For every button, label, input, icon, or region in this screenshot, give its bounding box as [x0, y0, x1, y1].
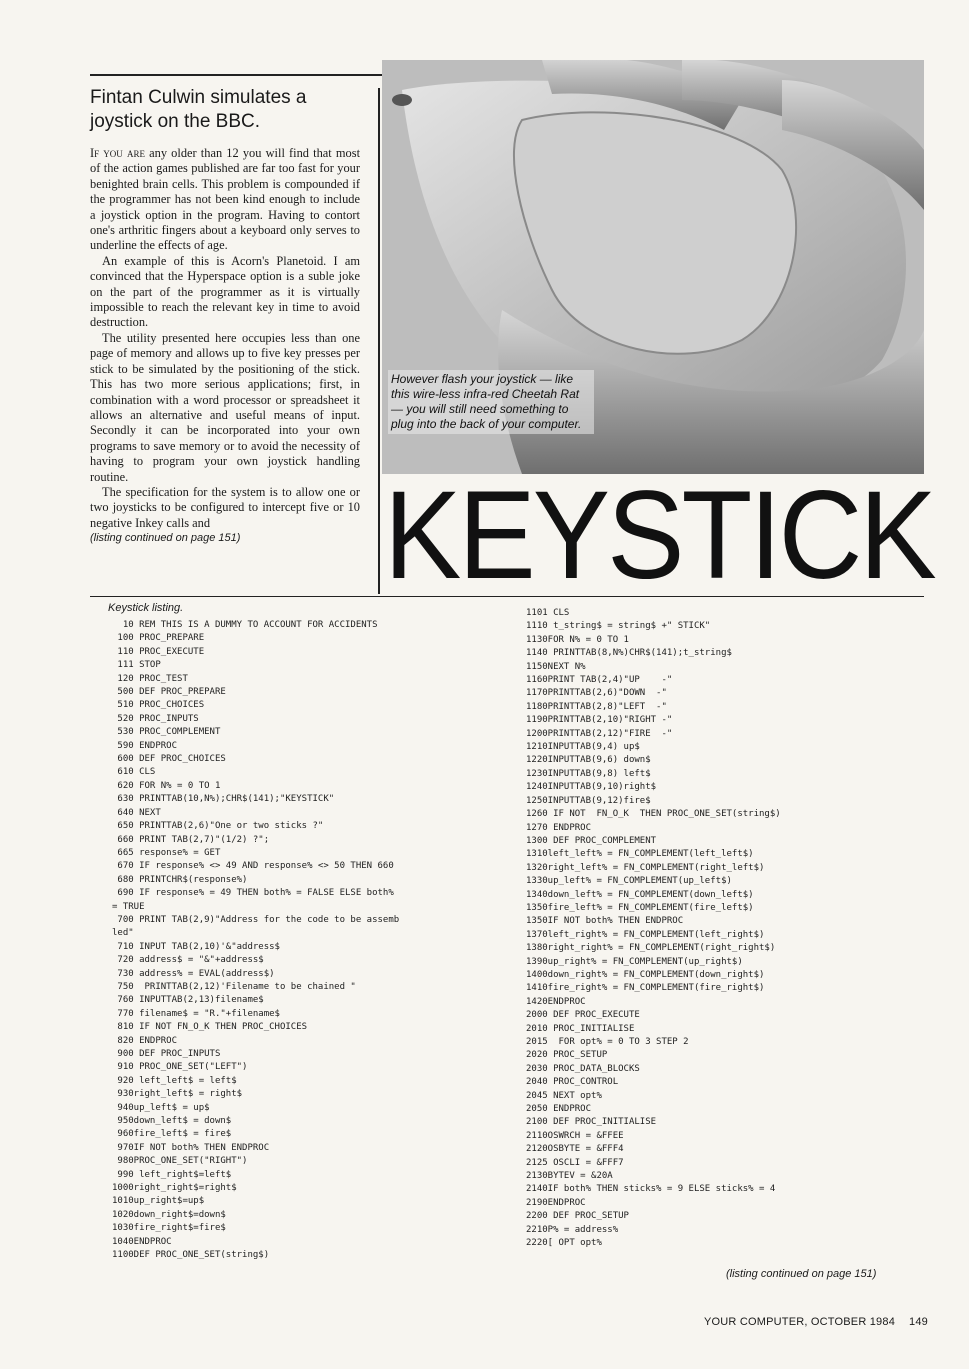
photo-caption: However flash your joystick — like this wire-less infra-red Cheetah Rat — you will still need something to plug into the back of your computer.	[388, 370, 594, 434]
code-line: 2000 DEF PROC_EXECUTE	[526, 1010, 640, 1021]
code-line: 630 PRINTTAB(10,N%);CHR$(141);"KEYSTICK"	[112, 794, 335, 805]
code-line: 2110OSWRCH = &FFEE	[526, 1130, 624, 1141]
code-line: 2010 PROC_INITIALISE	[526, 1023, 635, 1034]
code-line: 2050 ENDPROC	[526, 1104, 592, 1115]
code-listing-left	[112, 619, 512, 1263]
intro-paragraph-2: An example of this is Acorn's Planetoid. I am convinced that the Hyperspace option is a suble joke on the part of the programmer as it is virtually impossible to reach the relevant key in time to avoid destruction.	[90, 253, 360, 330]
code-line: 1210INPUTTAB(9,4) up$	[526, 742, 640, 753]
code-line: 1200PRINTTAB(2,12)"FIRE -"	[526, 728, 673, 739]
intro-paragraph-4: The specification for the system is to allow one or two joysticks to be configured to intercept five or 10 negative Inkey calls and	[90, 484, 360, 530]
intro-paragraph-3: The utility presented here occupies less than one page of memory and allows up to five key presses per stick to be simulated by the positioning of the stick. This has two more serious applications; first, in combination with a word processor or spreadsheet it allows an alternative and useful means of input. Secondly it can be incorporated into your own programs to save memory or to avoid the necessity of having to program your own joystick handling routine.	[90, 330, 360, 484]
code-line: 10 REM THIS IS A DUMMY TO ACCOUNT FOR ACCIDENTS	[112, 620, 378, 630]
code-line: 1330up_left% = FN_COMPLEMENT(up_left$)	[526, 876, 732, 887]
code-line: 110 PROC_EXECUTE	[112, 646, 205, 657]
code-line: 1110 t_string$ = string$ +" STICK"	[526, 621, 711, 632]
code-line: 1220INPUTTAB(9,6) down$	[526, 755, 651, 766]
code-line: 700 PRINT TAB(2,9)"Address for the code to be assemb	[112, 914, 400, 925]
code-listing-right	[526, 607, 926, 1251]
code-line: 100 PROC_PREPARE	[112, 633, 205, 644]
code-line: 2015 FOR opt% = 0 TO 3 STEP 2	[526, 1037, 689, 1047]
intro-lead: If you are	[90, 146, 145, 160]
code-line: 1100DEF PROC_ONE_SET(string$)	[112, 1250, 270, 1261]
code-line: 1390up_right% = FN_COMPLEMENT(up_right$)	[526, 956, 743, 967]
listing-continued-note: (listing continued on page 151)	[726, 1268, 877, 1280]
code-line: 1270 ENDPROC	[526, 822, 592, 833]
code-line: 770 filename$ = "R."+filename$	[112, 1008, 280, 1019]
code-line: 1250INPUTTAB(9,12)fire$	[526, 795, 651, 806]
code-line: 1010up_right$=up$	[112, 1196, 205, 1207]
code-line: 990 left_right$=left$	[112, 1169, 232, 1180]
code-line: 2220[ OPT opt%	[526, 1238, 602, 1249]
code-line: = TRUE	[112, 901, 145, 912]
code-line: 1020down_right$=down$	[112, 1209, 226, 1220]
code-line: 640 NEXT	[112, 807, 161, 818]
code-line: 810 IF NOT FN_O_K THEN PROC_CHOICES	[112, 1022, 308, 1033]
code-line: 720 address$ = "&"+address$	[112, 955, 264, 966]
code-line: 760 INPUTTAB(2,13)filename$	[112, 995, 264, 1006]
code-line: 820 ENDPROC	[112, 1035, 178, 1046]
code-line: 2030 PROC_DATA_BLOCKS	[526, 1063, 640, 1074]
code-line: 1030fire_right$=fire$	[112, 1223, 226, 1234]
code-line: 1160PRINT TAB(2,4)"UP -"	[526, 675, 673, 686]
code-line: 2045 NEXT opt%	[526, 1090, 602, 1101]
code-line: 1180PRINTTAB(2,8)"LEFT -"	[526, 701, 667, 712]
page-footer	[704, 1316, 928, 1328]
code-line: 1380right_right% = FN_COMPLEMENT(right_right$)	[526, 943, 776, 954]
code-line: 500 DEF PROC_PREPARE	[112, 687, 226, 698]
code-line: 2125 OSCLI = &FFF7	[526, 1157, 624, 1168]
code-line: 120 PROC_TEST	[112, 673, 188, 684]
code-line: 970IF NOT both% THEN ENDPROC	[112, 1142, 270, 1153]
code-line: 1340down_left% = FN_COMPLEMENT(down_left$)	[526, 889, 754, 900]
code-line: 1400down_right% = FN_COMPLEMENT(down_right$)	[526, 969, 765, 980]
code-line: 2040 PROC_CONTROL	[526, 1077, 619, 1088]
listing-label: Keystick listing.	[108, 602, 184, 614]
code-line: 1230INPUTTAB(9,8) left$	[526, 768, 651, 779]
code-line: 1350IF NOT both% THEN ENDPROC	[526, 916, 684, 927]
column-divider	[378, 88, 380, 594]
code-line: 2210P% = address%	[526, 1224, 619, 1235]
code-line: 111 STOP	[112, 660, 161, 671]
code-line: 1350fire_left% = FN_COMPLEMENT(fire_left$)	[526, 902, 754, 913]
code-line: 510 PROC_CHOICES	[112, 700, 205, 711]
code-line: 910 PROC_ONE_SET("LEFT")	[112, 1062, 248, 1073]
code-line: 1190PRINTTAB(2,10)"RIGHT -"	[526, 715, 673, 726]
code-line: 960fire_left$ = fire$	[112, 1129, 232, 1140]
code-line: 1300 DEF PROC_COMPLEMENT	[526, 835, 657, 846]
code-line: 750 PRINTTAB(2,12)'Filename to be chained "	[112, 981, 356, 992]
code-line: 1130FOR N% = 0 TO 1	[526, 634, 629, 645]
code-line: 2200 DEF PROC_SETUP	[526, 1211, 629, 1222]
code-line: 1410fire_right% = FN_COMPLEMENT(fire_right$)	[526, 983, 765, 994]
code-line: 1101 CLS	[526, 608, 570, 618]
code-line: 2020 PROC_SETUP	[526, 1050, 608, 1061]
code-line: 1040ENDPROC	[112, 1236, 172, 1247]
code-line: 530 PROC_COMPLEMENT	[112, 727, 221, 738]
intro-continued-note: (listing continued on page 151)	[90, 532, 241, 545]
code-line: 930right_left$ = right$	[112, 1089, 243, 1100]
code-line: 900 DEF PROC_INPUTS	[112, 1049, 221, 1059]
code-line: 520 PROC_INPUTS	[112, 713, 199, 724]
code-line: 620 FOR N% = 0 TO 1	[112, 780, 221, 791]
page-number: 149	[909, 1316, 928, 1328]
intro-paragraph-1: If you are any older than 12 you will find that most of the action games published are far too fast for your benighted brain cells. This problem is compounded if the programmer has not been kind enough to include a joystick option in the program. Having to contort one's arthritic fingers about a keyboard only serves to underline the effects of age.	[90, 146, 361, 253]
code-line: led"	[112, 928, 134, 939]
code-line: 2120OSBYTE = &FFF4	[526, 1144, 624, 1155]
code-line: 2130BYTEV = &20A	[526, 1171, 613, 1182]
code-line: 1260 IF NOT FN_O_K THEN PROC_ONE_SET(string$)	[526, 809, 781, 820]
code-line: 1420ENDPROC	[526, 996, 586, 1007]
code-line: 980PROC_ONE_SET("RIGHT")	[112, 1156, 248, 1167]
code-line: 650 PRINTTAB(2,6)"One or two sticks ?"	[112, 821, 324, 832]
code-line: 1320right_left% = FN_COMPLEMENT(right_left$)	[526, 862, 765, 873]
code-line: 940up_left$ = up$	[112, 1102, 210, 1113]
keystick-title: KEYSTICK	[384, 464, 934, 605]
code-line: 610 CLS	[112, 767, 156, 778]
magazine-issue: YOUR COMPUTER, OCTOBER 1984	[704, 1316, 896, 1328]
code-line: 710 INPUT TAB(2,10)'&"address$	[112, 941, 280, 952]
article-headline: Fintan Culwin simulates a joystick on the BBC.	[90, 87, 307, 132]
code-line: 1140 PRINTTAB(8,N%)CHR$(141);t_string$	[526, 648, 732, 659]
code-line: 1170PRINTTAB(2,6)"DOWN -"	[526, 688, 667, 699]
code-line: 660 PRINT TAB(2,7)"(1/2) ?";	[112, 834, 270, 845]
code-line: 1310left_left% = FN_COMPLEMENT(left_left$)	[526, 849, 754, 860]
code-line: 920 left_left$ = left$	[112, 1075, 237, 1086]
code-line: 2100 DEF PROC_INITIALISE	[526, 1117, 657, 1128]
code-line: 590 ENDPROC	[112, 740, 178, 751]
code-line: 670 IF response% <> 49 AND response% <> 50 THEN 660	[112, 861, 394, 872]
code-line: 730 address% = EVAL(address$)	[112, 968, 275, 979]
code-line: 665 response% = GET	[112, 847, 221, 858]
code-line: 680 PRINTCHR$(response%)	[112, 874, 248, 885]
intro-text	[90, 146, 360, 547]
code-line: 2190ENDPROC	[526, 1197, 586, 1208]
code-line: 2140IF both% THEN sticks% = 9 ELSE sticks% = 4	[526, 1184, 776, 1195]
code-line: 1150NEXT N%	[526, 661, 586, 672]
code-line: 690 IF response% = 49 THEN both% = FALSE ELSE both%	[112, 888, 394, 899]
code-line: 950down_left$ = down$	[112, 1116, 232, 1127]
code-line: 1370left_right% = FN_COMPLEMENT(left_right$)	[526, 929, 765, 940]
code-line: 1000right_right$=right$	[112, 1183, 237, 1194]
code-line: 1240INPUTTAB(9,10)right$	[526, 782, 657, 793]
code-line: 600 DEF PROC_CHOICES	[112, 754, 226, 765]
